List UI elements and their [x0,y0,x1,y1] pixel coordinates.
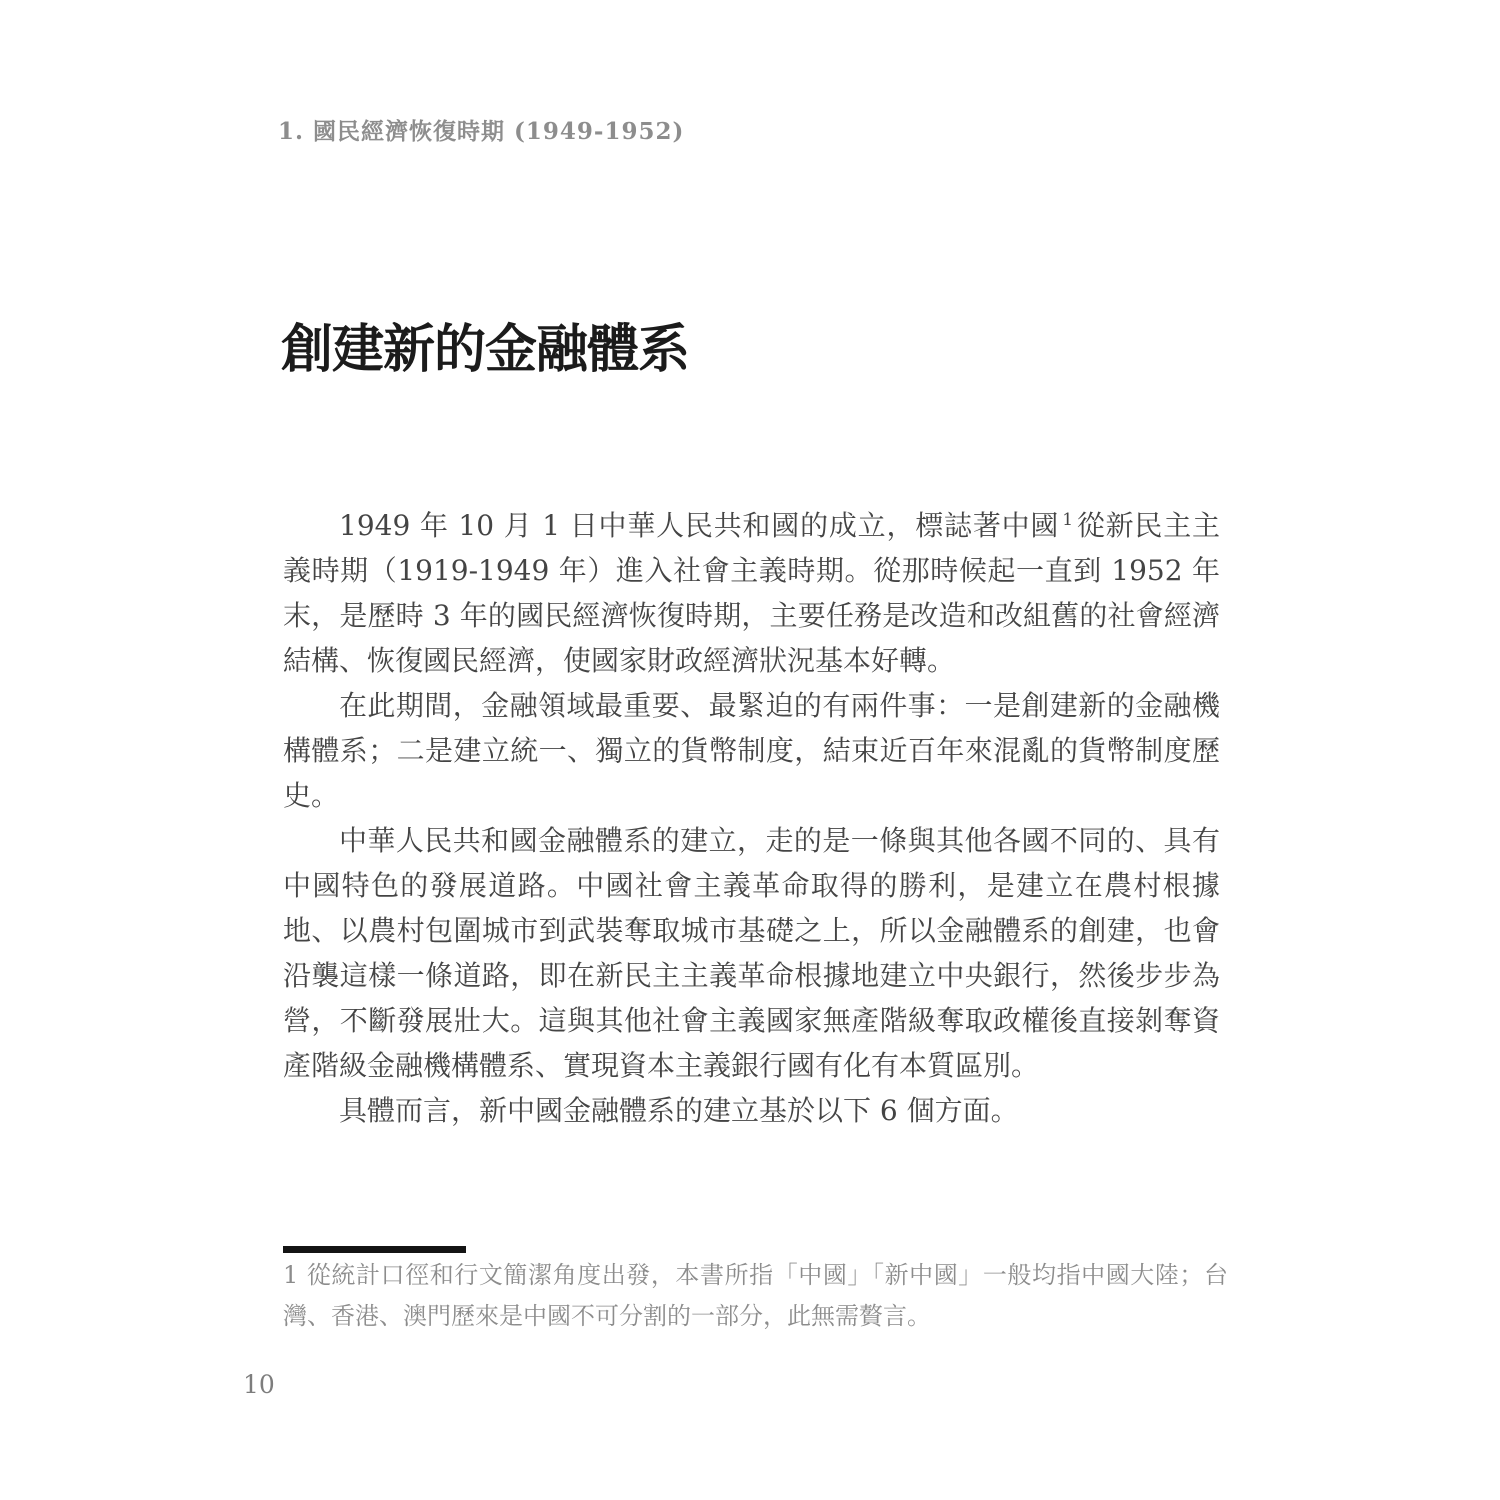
paragraph-1-text-post: 從新民主主義時期（1919-1949 年）進入社會主義時期。從那時候起一直到 1952 年末，是歷時 3 年的國民經濟恢復時期，主要任務是改造和改組舊的社會經濟結構、恢復國民經濟，使國家財政經濟狀況基本好轉。 [283,509,1220,677]
paragraph-4: 具體而言，新中國金融體系的建立基於以下 6 個方面。 [339,1094,1019,1127]
paragraph-1 [283,503,1220,683]
footnote-reference-1: 1 [1062,509,1074,530]
chapter-title: 創建新的金融體系 [281,318,690,380]
footnote-marker: 1 [283,1261,299,1289]
body-text-block [283,503,1220,1133]
paragraph-1-text-pre: 1949 年 10 月 1 日中華人民共和國的成立，標誌著中國 [339,509,1060,542]
running-head: 1. 國民經濟恢復時期 (1949-1952) [278,118,685,145]
footnote [283,1255,1228,1337]
paragraph-3: 中華人民共和國金融體系的建立，走的是一條與其他各國不同的、具有中國特色的發展道路。中國社會主義革命取得的勝利，是建立在農村根據地、以農村包圍城市到武裝奪取城市基礎之上，所以金融體系的創建，也會沿襲這樣一條道路，即在新民主主義革命根據地建立中央銀行，然後步步為營，不斷發展壯大。這與其他社會主義國家無產階級奪取政權後直接剝奪資產階級金融機構體系、實現資本主義銀行國有化有本質區別。 [283,824,1220,1082]
footnote-text: 從統計口徑和行文簡潔角度出發，本書所指「中國」「新中國」一般均指中國大陸；台灣、香港、澳門歷來是中國不可分割的一部分，此無需贅言。 [283,1261,1228,1330]
page-number: 10 [243,1370,275,1399]
footnote-separator-rule [283,1246,466,1253]
paragraph-2: 在此期間，金融領域最重要、最緊迫的有兩件事：一是創建新的金融機構體系；二是建立統一、獨立的貨幣制度，結束近百年來混亂的貨幣制度歷史。 [283,689,1220,812]
